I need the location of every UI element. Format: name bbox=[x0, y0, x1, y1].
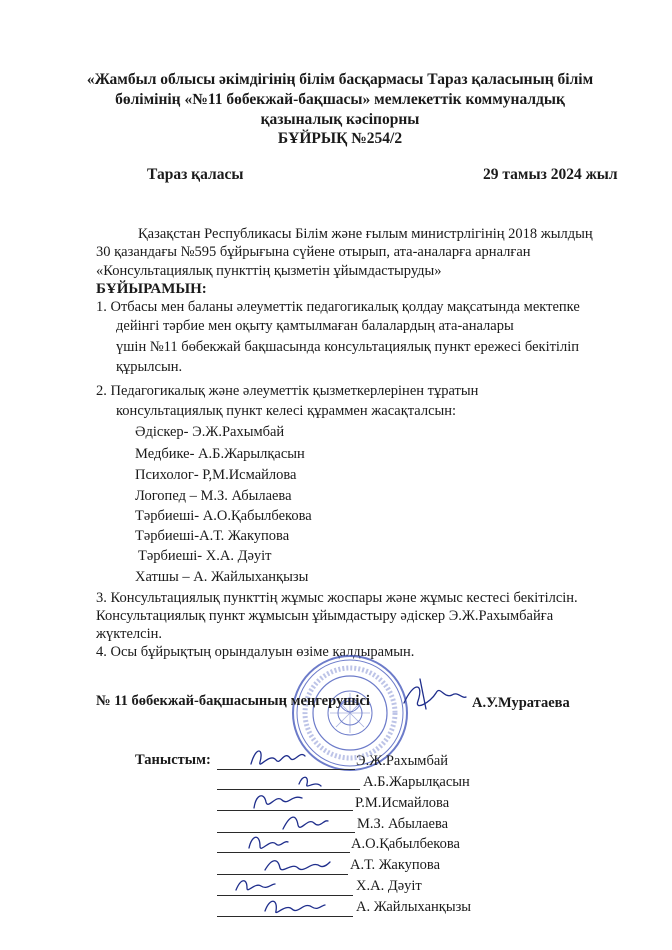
staff-member: Психолог- Р,М.Исмайлова bbox=[135, 467, 297, 483]
acquainted-name: А.Б.Жарылқасын bbox=[363, 774, 470, 790]
item-3-line-2: Консультациялық пункт жұмысын ұйымдастыру әдіскер Э.Ж.Рахымбайға bbox=[96, 608, 554, 624]
org-name-line-1: «Жамбыл облысы әкімдігінің білім басқармасы Тараз қаласының білім bbox=[86, 71, 594, 88]
preamble-line-2: 30 қазандағы №595 бұйрығына сүйене отырып, ата-аналарға арналған bbox=[96, 244, 531, 260]
item-3-line-3: жүктелсін. bbox=[96, 626, 162, 642]
item-1-line-4: құрылсын. bbox=[116, 359, 183, 375]
head-signature bbox=[400, 673, 470, 715]
acquainted-name: Х.А. Дәуіт bbox=[356, 878, 422, 894]
acquainted-name: Э.Ж.Рахымбай bbox=[356, 753, 449, 769]
head-name: А.У.Муратаева bbox=[472, 695, 570, 711]
order-word: БҰЙЫРАМЫН: bbox=[96, 281, 207, 297]
staff-member: Әдіскер- Э.Ж.Рахымбай bbox=[135, 424, 285, 440]
item-1-line-2: дейінгі тәрбие мен оқыту қамтылмаған балалардың ата-аналары bbox=[116, 318, 514, 334]
acquainted-label: Таныстым: bbox=[135, 752, 211, 768]
staff-member: Хатшы – А. Жайлыханқызы bbox=[135, 569, 309, 585]
item-1-line-3: үшін №11 бөбекжай бақшасында консультациялық пункт ережесі бекітіліп bbox=[116, 339, 579, 355]
acquainted-name: А.О.Қабылбекова bbox=[351, 836, 460, 852]
acquainted-name: А.Т. Жакупова bbox=[350, 857, 441, 873]
staff-member: Медбике- А.Б.Жарылқасын bbox=[135, 446, 305, 462]
item-1-line-1: 1. Отбасы мен баланы әлеуметтік педагогикалық қолдау мақсатында мектепке bbox=[96, 299, 580, 315]
acquainted-name: М.З. Абылаева bbox=[357, 816, 449, 832]
preamble-line-3: «Консультациялық пункттің қызметін ұйымдастыруды» bbox=[96, 263, 442, 279]
acquainted-name: Р.М.Исмайлова bbox=[355, 795, 450, 811]
order-place: Тараз қаласы bbox=[147, 166, 244, 183]
org-name-line-3: қазыналық кәсіпорны bbox=[260, 111, 420, 128]
staff-member: Логопед – М.З. Абылаева bbox=[135, 488, 292, 504]
preamble-line-1: Қазақстан Республикасы Білім және ғылым министрлігінің 2018 жылдың bbox=[138, 226, 593, 242]
order-date: 29 тамыз 2024 жыл bbox=[483, 166, 618, 183]
staff-member: Тәрбиеші- А.О.Қабылбекова bbox=[135, 508, 312, 524]
staff-member: Тәрбиеші- Х.А. Дәуіт bbox=[138, 548, 272, 564]
acquainted-name: А. Жайлыханқызы bbox=[356, 899, 472, 915]
org-name-line-2: бөлімінің «№11 бөбекжай-бақшасы» мемлекеттік коммуналдық bbox=[115, 91, 565, 108]
order-title: БҰЙРЫҚ №254/2 bbox=[277, 130, 403, 147]
item-2-line-1: 2. Педагогикалық және әлеуметтік қызметкерлерінен тұратын bbox=[96, 383, 479, 399]
signature bbox=[248, 742, 308, 772]
item-4-line-1: 4. Осы бұйрықтың орындалуын өзіме қалдырамын. bbox=[96, 644, 415, 660]
item-3-line-1: 3. Консультациялық пункттің жұмыс жоспары және жұмыс кестесі бекітілсін. bbox=[96, 590, 578, 606]
head-position-title: № 11 бөбекжай-бақшасының меңгерушісі bbox=[96, 693, 370, 709]
item-2-line-2: консультациялық пункт келесі құраммен жасақталсын: bbox=[116, 403, 457, 419]
signature bbox=[262, 893, 327, 919]
staff-member: Тәрбиеші-А.Т. Жакупова bbox=[135, 528, 290, 544]
